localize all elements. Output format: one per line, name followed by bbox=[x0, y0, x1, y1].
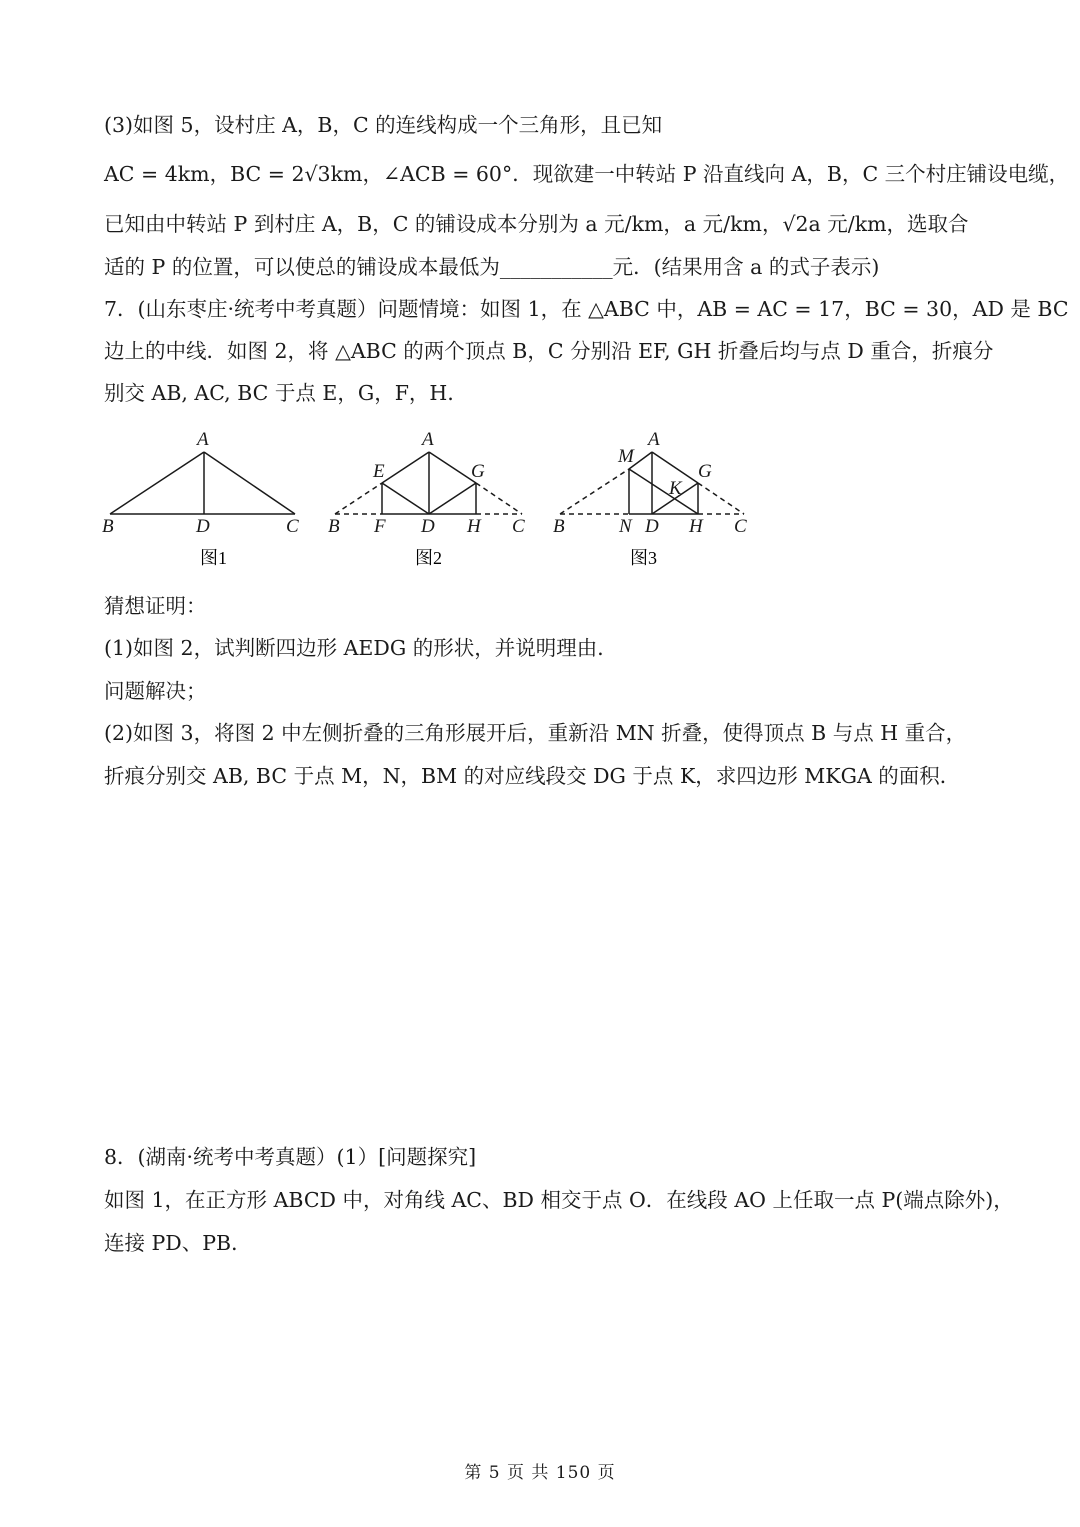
q7-part1: (1)如图 2，试判断四边形 AEDG 的形状，并说明理由． bbox=[104, 636, 618, 660]
fig3-label-k: K bbox=[669, 478, 682, 499]
q8-line2: 如图 1，在正方形 ABCD 中，对角线 AC、BD 相交于点 O．在线段 AO 上任取一点 P(端点除外)， bbox=[104, 1188, 1014, 1212]
fig3-label-g: G bbox=[698, 461, 712, 482]
fig2-label-e: E bbox=[373, 461, 385, 482]
q7-figures bbox=[100, 422, 760, 572]
fig3-label-b: B bbox=[553, 516, 565, 537]
q7-heading-solve: 问题解决； bbox=[104, 679, 207, 703]
fig3-label-a: A bbox=[648, 429, 660, 450]
fig2-caption: 图2 bbox=[415, 548, 442, 568]
page-footer: 第 5 页 共 150 页 bbox=[464, 1463, 616, 1483]
fig2-label-c: C bbox=[512, 516, 525, 537]
fig2-label-f: F bbox=[374, 516, 386, 537]
q6-part3-line2: AC = 4km，BC = 2√3km，∠ACB = 60°．现欲建一中转站 P 沿直线向 A，B，C 三个村庄铺设电缆， bbox=[104, 162, 1070, 186]
q7-part2-line2: 折痕分别交 AB, BC 于点 M，N，BM 的对应线段交 DG 于点 K，求四边形 MKGA 的面积． bbox=[104, 764, 961, 788]
q6-part3-line4: 适的 P 的位置，可以使总的铺设成本最低为___________元．(结果用含 a 的式子表示) bbox=[104, 255, 880, 279]
fig1-label-a: A bbox=[197, 429, 209, 450]
fig1-label-c: C bbox=[286, 516, 299, 537]
fig2-label-a: A bbox=[422, 429, 434, 450]
q7-line1: 7．(山东枣庄·统考中考真题）问题情境：如图 1，在 △ABC 中，AB = AC = 17，BC = 30，AD 是 BC bbox=[104, 297, 1069, 321]
fig3-label-c: C bbox=[734, 516, 747, 537]
fig3-caption: 图3 bbox=[630, 548, 657, 568]
q7-line2: 边上的中线．如图 2，将 △ABC 的两个顶点 B，C 分别沿 EF, GH 折叠后均与点 D 重合，折痕分 bbox=[104, 339, 994, 363]
fig2-label-d: D bbox=[421, 516, 435, 537]
q6-part3-line1: (3)如图 5，设村庄 A，B，C 的连线构成一个三角形，且已知 bbox=[104, 113, 663, 137]
q6-part3-line3: 已知由中转站 P 到村庄 A，B，C 的铺设成本分别为 a 元/km，a 元/km，√2a 元/km，选取合 bbox=[104, 212, 969, 236]
fig1-caption: 图1 bbox=[200, 548, 227, 568]
fig2-label-h: H bbox=[467, 516, 481, 537]
fig3-label-n: N bbox=[619, 516, 632, 537]
q8-line3: 连接 PD、PB． bbox=[104, 1231, 252, 1255]
fig1-label-d: D bbox=[196, 516, 210, 537]
fig2-label-g: G bbox=[471, 461, 485, 482]
figure-1 bbox=[110, 452, 295, 514]
fig3-label-d: D bbox=[645, 516, 659, 537]
fig3-label-h: H bbox=[689, 516, 703, 537]
q7-part2-line1: (2)如图 3，将图 2 中左侧折叠的三角形展开后，重新沿 MN 折叠，使得顶点 B 与点 H 重合， bbox=[104, 721, 967, 745]
fig1-label-b: B bbox=[102, 516, 114, 537]
fig3-label-m: M bbox=[618, 446, 634, 467]
fig2-label-b: B bbox=[328, 516, 340, 537]
figure-3 bbox=[560, 452, 744, 514]
q8-line1: 8．(湖南·统考中考真题）(1）[问题探究] bbox=[104, 1145, 477, 1169]
q7-line3: 别交 AB, AC, BC 于点 E，G，F，H． bbox=[104, 381, 468, 405]
figure-2 bbox=[335, 452, 522, 514]
q7-heading-conjecture: 猜想证明： bbox=[104, 594, 207, 618]
